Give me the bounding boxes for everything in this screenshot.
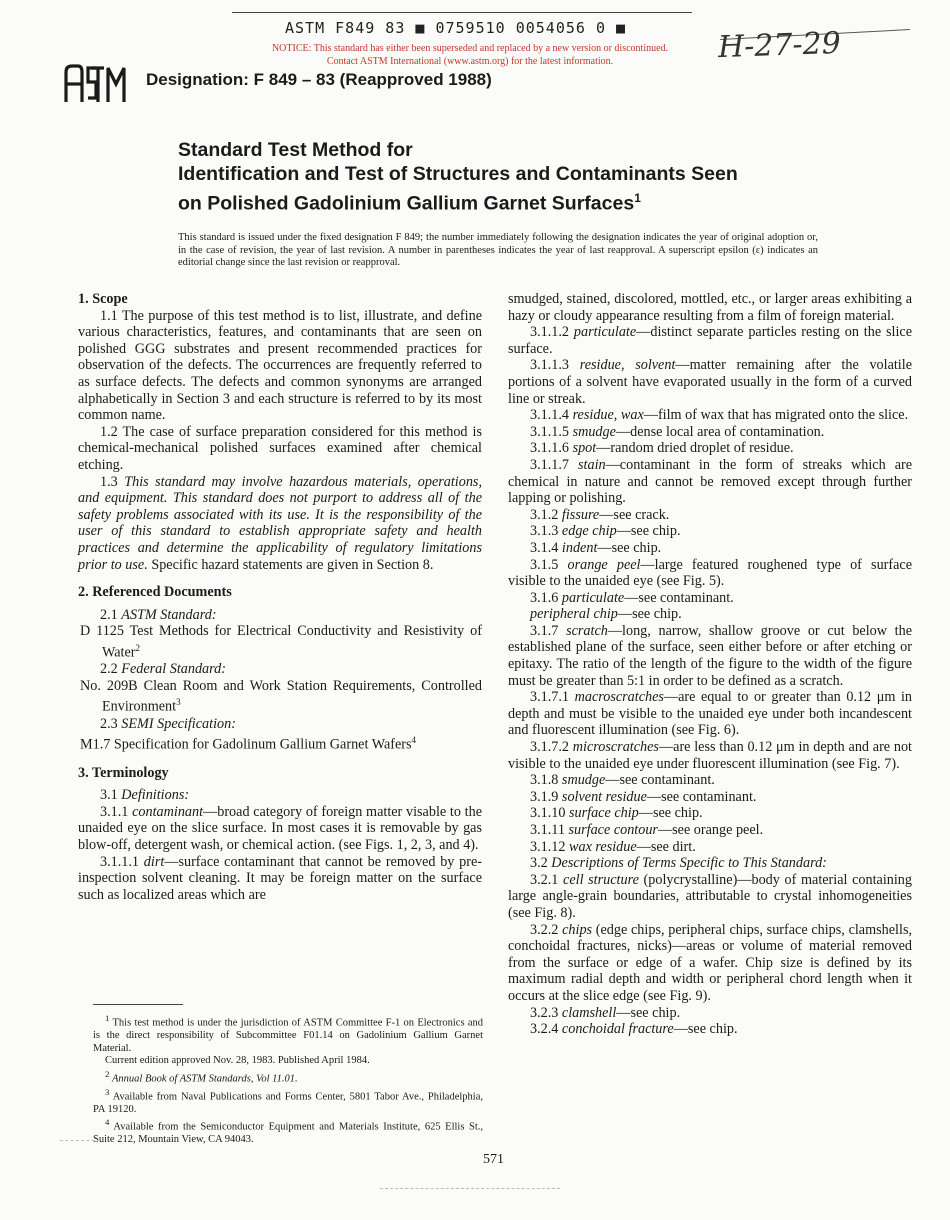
paragraph-number: 3.1.1.2 <box>530 324 570 341</box>
term: residue, wax <box>572 407 644 424</box>
footnote-text: Available from the Semiconductor Equipment and Materials Institute, 625 Ellis St., Suite 212, Mountain View, CA 94043. <box>93 1121 484 1145</box>
term-heading: Descriptions of Terms Specific to This Standard: <box>551 855 827 872</box>
title-line-3 <box>178 186 738 216</box>
def-3-1-1-3 <box>508 357 912 407</box>
right-column <box>508 291 912 1038</box>
definition: —are less than 0.12 μm in depth and are not visible to the unaided eye under fluorescent illumination (see Fig. 7). <box>508 739 912 772</box>
paragraph-number: 3.2.1 <box>530 871 559 888</box>
definition: (edge chips, peripheral chips, surface chips, clamshells, conchoidal fractures, nicks)—areas or volume of material removed from the surface or edge of a wafer. Chip size is defined by its maximum radial depth and width or peripheral chord length when it occurs at the slice edge (see Fig. 9). <box>508 921 913 1004</box>
paragraph-number: 3.1.9 <box>530 788 559 805</box>
footnote-mark: 3 <box>176 697 181 708</box>
paragraph-number: 3.1.7.2 <box>530 739 570 756</box>
safety-caveat: This standard may involve hazardous materials, operations, and equipment. This standard does not purport to address all of the safety problems associated with its use. It is the responsibility of the user of this standard to establish appropriate safety and health practices and determine the applicability of regulatory limitations prior to use. <box>78 473 482 573</box>
ref-2-2 <box>78 661 482 678</box>
definition: —distinct separate particles resting on the slice surface. <box>508 324 912 357</box>
left-column <box>78 291 482 903</box>
notice-line-2: Contact ASTM International (www.astm.org) for the latest information. <box>326 56 614 67</box>
preamble: This standard is issued under the fixed designation F 849; the number immediately following the designation indicates the year of original adoption or, in the case of revision, the year of last revision. A number in parentheses indicates the year of last reapproval. A superscript epsilon (ε) indicates an editorial change since the last revision or reapproval. <box>178 232 818 268</box>
paragraph-number: 3.2.4 <box>530 1021 559 1038</box>
footnote-mark: 4 <box>105 1117 110 1127</box>
definition: —are equal to or greater than 0.12 μm in depth and must be visible to the unaided eye under both incandescent and fluorescent illumination (see Fig. 6). <box>508 689 912 739</box>
paragraph-number: 3.1.1.4 <box>530 407 570 424</box>
paragraph-1-1: 1.1 The purpose of this test method is to list, illustrate, and define various characteristics, features, and contaminants that are seen on polished GGG substrates and present recommended practices for observation of the defects. The occurrences are frequently referred to as surface defects. The defects and common synonyms are arranged alphabetically in Section 3 and each structure is referred to by its most common name. <box>78 307 482 424</box>
def-3-1-9 <box>508 789 912 806</box>
title-line-1: Standard Test Method for <box>178 139 413 161</box>
definition: —random dried droplet of residue. <box>596 440 794 457</box>
scan-artifact <box>380 1188 560 1189</box>
header-rule <box>232 12 692 13</box>
paragraph-1-2: 1.2 The case of surface preparation considered for this method is chemical-mechanical polished surfaces examined after chemical etching. <box>78 423 482 473</box>
def-3-2 <box>508 855 912 872</box>
term: smudge <box>572 423 616 440</box>
def-3-2-4 <box>508 1021 912 1038</box>
ref-text: D 1125 Test Methods for Electrical Conductivity and Resistivity of Water <box>80 623 482 661</box>
def-3-1-6 <box>508 590 912 607</box>
term: cell structure <box>563 871 639 888</box>
paragraph-number: 3.2.2 <box>530 921 559 938</box>
paragraph-number: 1.3 <box>100 473 118 490</box>
def-3-1-1-2 <box>508 324 912 357</box>
paragraph-number: 3.1.2 <box>530 506 559 523</box>
footnote-mark: 1 <box>105 1013 110 1023</box>
paragraph-number: 3.2.3 <box>530 1004 559 1021</box>
term: microscratches <box>572 739 659 756</box>
footnote-mark: 2 <box>105 1068 110 1079</box>
definition: —dense local area of contamination. <box>615 423 825 440</box>
def-3-1-7 <box>508 623 912 689</box>
def-3-1-8 <box>508 772 912 789</box>
ref-heading: SEMI Specification: <box>121 715 236 732</box>
def-3-1-4 <box>508 540 912 557</box>
term-3-1-1 <box>78 804 482 854</box>
paragraph-number: 2.1 <box>100 606 118 623</box>
paragraph-number: 3.1.1.3 <box>530 357 570 374</box>
paragraph-number: 3.1.7 <box>530 622 559 639</box>
ref-209b <box>80 678 482 716</box>
definition: —matter remaining after the volatile portions of a solvent have evaporated usually in the form of a curved line or streak. <box>508 357 912 407</box>
page-number: 571 <box>483 1152 504 1167</box>
footnote-4 <box>93 1116 483 1147</box>
term: smudge <box>561 772 606 789</box>
term: dirt <box>143 853 165 870</box>
paragraph-number: 3.1.1 <box>100 803 129 820</box>
title-line-3-text: on Polished Gadolinium Gallium Garnet Surfaces <box>178 192 635 215</box>
continued-paragraph: smudged, stained, discolored, mottled, etc., or larger areas exhibiting a hazy or cloudy appearance resulting from a film of foreign material. <box>508 291 912 324</box>
def-3-1-1-5 <box>508 424 912 441</box>
term: scratch <box>566 622 608 639</box>
paragraph-number: 3.1.6 <box>530 589 559 606</box>
footnote-mark: 2 <box>135 642 141 653</box>
definition: —see chip. <box>673 1021 738 1038</box>
def-3-1-7-2 <box>508 739 912 772</box>
barcode-text: ASTM F849 83 ■ 0759510 0054056 0 ■ <box>285 19 627 37</box>
term: wax residue <box>569 838 637 855</box>
definition: —large featured roughened type of surface visible to the unaided eye (see Fig. 5). <box>508 556 913 590</box>
term: clamshell <box>561 1004 617 1021</box>
term: orange peel <box>567 556 641 573</box>
paragraph-number: 3.1.11 <box>530 822 565 838</box>
section-heading-referenced-documents: 2. Referenced Documents <box>78 584 232 601</box>
paragraph-number: 3.1.12 <box>530 838 566 855</box>
def-peripheral-chip <box>508 606 912 623</box>
definition: —see chip. <box>638 805 703 822</box>
definition: —see orange peel. <box>657 822 764 838</box>
paragraph-tail: Specific hazard statements are given in Section 8. <box>151 556 434 573</box>
term: surface chip <box>569 805 639 822</box>
handwritten-annotation: H-27-29 <box>717 25 842 66</box>
definition: —see dirt. <box>636 838 696 855</box>
section-heading-scope: 1. Scope <box>78 291 128 307</box>
term: peripheral chip <box>530 606 618 623</box>
footnote-mark: 4 <box>411 735 417 746</box>
definition: —see chip. <box>597 539 662 556</box>
paragraph-number: 3.1.1.7 <box>530 456 570 473</box>
ref-2-3 <box>78 716 482 733</box>
term: indent <box>561 539 598 556</box>
title-line-2: Identification and Test of Structures and Contaminants Seen <box>178 163 738 185</box>
footnote-text: Available from Naval Publications and Forms Center, 5801 Tabor Ave., Philadelphia, PA 19120. <box>93 1091 483 1115</box>
term: fissure <box>561 506 600 523</box>
definition: —see chip. <box>617 606 682 623</box>
paragraph-number: 2.3 <box>100 715 118 732</box>
paragraph-number: 2.2 <box>100 661 118 678</box>
definition: —see chip. <box>616 1004 681 1021</box>
def-3-2-2 <box>508 922 912 1005</box>
definition: —see contaminant. <box>605 772 715 789</box>
paragraph-number: 3.2 <box>530 855 548 872</box>
definition: (polycrystalline)—body of material containing large angle-grain boundaries, attributable to crystal inhomogeneities (see Fig. 8). <box>508 871 912 921</box>
term: stain <box>578 456 606 473</box>
ref-text: M1.7 Specification for Gadolinum Gallium Garnet Wafers <box>80 737 412 754</box>
astm-logo-icon <box>62 62 134 106</box>
definition: —film of wax that has migrated onto the slice. <box>643 407 909 424</box>
ref-heading: Federal Standard: <box>121 661 226 678</box>
def-3-1-5 <box>508 557 912 590</box>
paragraph-number: 3.1.1.6 <box>530 440 570 457</box>
footnote-text: This test method is under the jurisdiction of ASTM Committee F-1 on Electronics and is the direct responsibility of Subcommittee F01.14 on Gadolinium Gallium Garnet Material. <box>93 1017 483 1054</box>
footnote-1 <box>93 1012 483 1055</box>
ref-2-1 <box>78 607 482 624</box>
ref-heading: ASTM Standard: <box>121 606 217 623</box>
def-3-2-1 <box>508 872 912 922</box>
term: chips <box>562 921 593 938</box>
definition: —surface contaminant that cannot be removed by pre-inspection solvent cleaning. It may be foreign matter on the surface such as localized areas which are <box>78 853 483 903</box>
term: conchoidal fracture <box>561 1021 674 1038</box>
designation: Designation: F 849 – 83 (Reapproved 1988) <box>146 70 492 89</box>
term: macroscratches <box>574 689 664 706</box>
def-3-1-2 <box>508 507 912 524</box>
term: contaminant <box>132 803 204 820</box>
footnote-3 <box>93 1086 483 1117</box>
def-3-1-3 <box>508 523 912 540</box>
definition: —long, narrow, shallow groove or cut below the established plane of the surface, seen either before or after etching or epitaxy. The ratio of the length of the figure to the width of the figure must be greater than 5:1 in order to be defined as a scratch. <box>508 622 913 689</box>
def-3-1-10 <box>508 805 912 822</box>
term: residue, solvent <box>579 357 676 374</box>
document-title <box>178 138 738 216</box>
section-heading-terminology: 3. Terminology <box>78 764 169 781</box>
ref-m17 <box>80 732 482 753</box>
definition: —see contaminant. <box>646 788 757 805</box>
paragraph-number: 3.1.1.5 <box>530 423 570 440</box>
term: solvent residue <box>561 788 647 805</box>
footnote-mark: 3 <box>105 1086 110 1097</box>
term-3-1 <box>78 787 482 804</box>
term-3-1-1-1 <box>78 854 482 904</box>
footnotes <box>93 1012 483 1147</box>
paragraph-number: 3.1.1.1 <box>100 853 140 870</box>
notice-line-1: NOTICE: This standard has either been superseded and replaced by a new version or discontinued. <box>271 43 669 54</box>
term: particulate <box>573 324 637 341</box>
definition: —see chip. <box>616 523 681 540</box>
definition: —broad category of foreign matter visable to the unaided eye on the slice surface. In most cases it is removable by gas blow-off, detergent wash, or chemical action. (see Figs. 1, 2, 3, and 4). <box>78 803 483 854</box>
term: surface contour <box>568 822 658 838</box>
paragraph-number: 3.1 <box>100 787 118 804</box>
def-3-1-12 <box>508 839 912 856</box>
def-3-1-7-1 <box>508 689 912 739</box>
paragraph-1-3 <box>78 474 482 574</box>
def-3-2-3 <box>508 1005 912 1022</box>
def-3-1-1-7 <box>508 457 912 507</box>
scan-artifact <box>60 1140 100 1141</box>
paragraph-number: 3.1.3 <box>530 523 559 540</box>
ref-text: No. 209B Clean Room and Work Station Requirements, Controlled Environment <box>80 677 482 716</box>
title-footnote-mark: 1 <box>634 191 641 205</box>
def-3-1-1-6 <box>508 440 912 457</box>
footnote-text: Annual Book of ASTM Standards, Vol 11.01. <box>112 1073 298 1084</box>
def-3-1-11 <box>508 822 912 839</box>
paragraph-number: 3.1.5 <box>530 556 559 573</box>
paragraph-number: 3.1.8 <box>530 772 559 789</box>
definition: —contaminant in the form of streaks which are chemical in nature and cannot be removed except through further lapping or polishing. <box>508 456 913 507</box>
paragraph-number: 3.1.7.1 <box>530 689 570 706</box>
ref-d1125 <box>80 623 482 661</box>
def-3-1-1-4 <box>508 407 912 424</box>
footnote-1b: Current edition approved Nov. 28, 1983. Published April 1984. <box>105 1055 370 1066</box>
term-heading: Definitions: <box>121 787 190 804</box>
term: spot <box>572 440 597 457</box>
definition: —see contaminant. <box>624 589 734 606</box>
paragraph-number: 3.1.10 <box>530 805 566 822</box>
footnote-2 <box>93 1068 483 1086</box>
definition: —see crack. <box>599 506 670 523</box>
term: particulate <box>561 589 625 606</box>
footnote-rule <box>93 1004 183 1005</box>
paragraph-number: 3.1.4 <box>530 539 559 556</box>
term: edge chip <box>561 523 617 540</box>
